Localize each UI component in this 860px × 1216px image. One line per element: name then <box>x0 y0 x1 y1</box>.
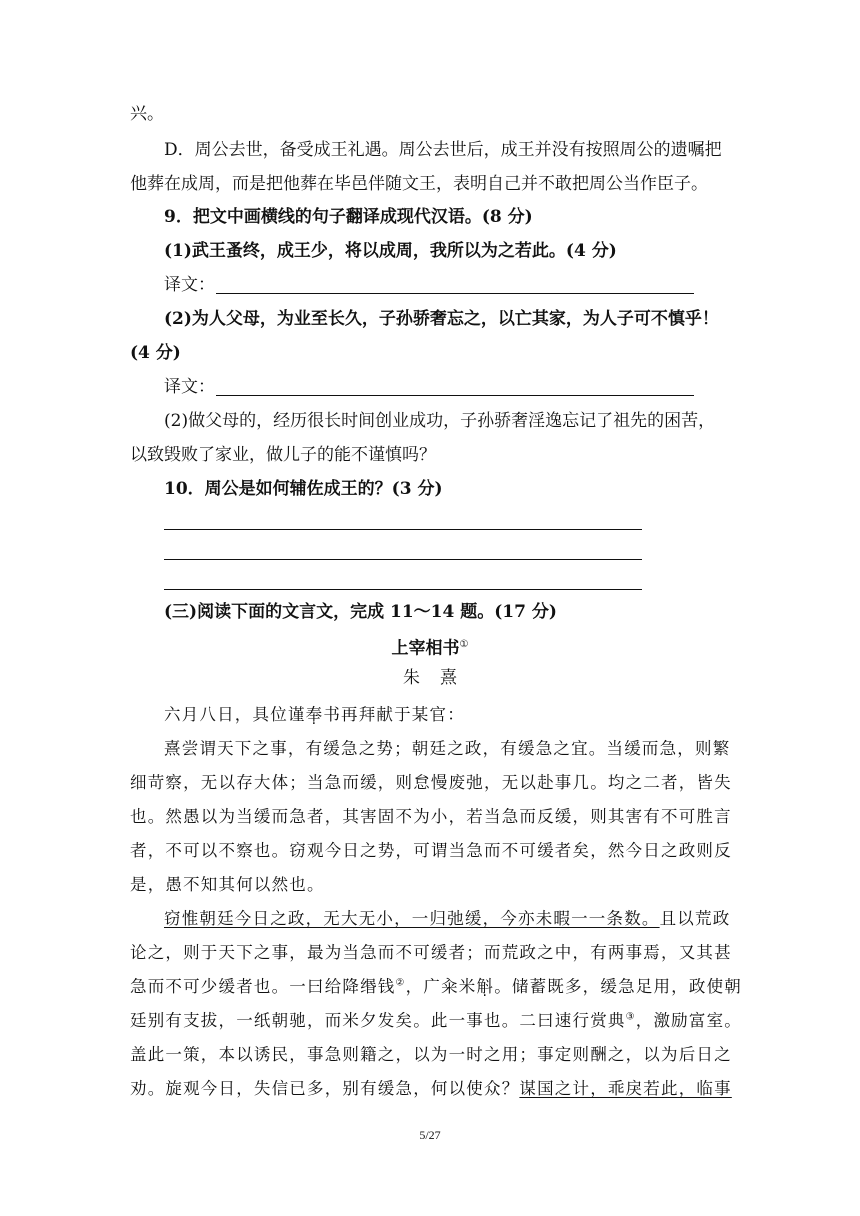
passage-line: 也。然愚以为当缓而急者，其害固不为小，若当急而反缓，则其害有不可胜言 <box>130 807 732 826</box>
footnote-marker: ① <box>459 639 469 650</box>
text-line: 兴。 <box>130 104 164 124</box>
question-10-stem: 10．周公是如何辅佐成王的？(3 分) <box>164 479 443 499</box>
passage-title <box>0 634 860 660</box>
passage-line: 熹尝谓天下之事，有缓急之势；朝廷之政，有缓急之宜。当缓而急，则繁 <box>164 739 731 758</box>
passage-title-text: 上宰相书 <box>391 638 460 659</box>
footnote-marker: ② <box>395 977 406 989</box>
question-9-stem: 9．把文中画横线的句子翻译成现代汉语。(8 分) <box>164 207 533 227</box>
option-d-line-1: D．周公去世，备受成王礼遇。周公去世后，成王并没有按照周公的遗嘱把 <box>164 140 722 160</box>
text-span: 劝。旋观今日，失信已多，别有缓急，何以使众？ <box>130 1079 520 1098</box>
translation-label-1: 译文： <box>164 275 215 295</box>
emphasized-char: 奉 <box>305 705 324 724</box>
question-9-sentence-2-line-1: (2)为人父母，为业至长久，子孙骄奢忘之，以亡其家，为人子可不慎乎！ <box>164 309 719 329</box>
answer-blank-line <box>216 395 694 396</box>
page-number: 5/27 <box>419 1128 441 1142</box>
answer-2-line-1: (2)做父母的，经历很长时间创业成功，子孙骄奢淫逸忘记了祖先的困苦， <box>164 411 716 431</box>
text-span: ，激励富室。 <box>635 1011 742 1030</box>
text-span: 书再拜献于某官： <box>323 705 465 724</box>
translation-label-2: 译文： <box>164 377 215 397</box>
passage-author: 朱熹 <box>403 668 477 688</box>
passage-line <box>130 1010 742 1032</box>
footnote-marker: ③ <box>625 1011 636 1023</box>
option-d-line-2: 他葬在成周，而是把他葬在毕邑伴随文王，表明自己并不敢把周公当作臣子。 <box>130 174 708 194</box>
passage-line <box>130 976 742 998</box>
passage-line: 细苛察，无以存大体；当急而缓，则怠慢废弛，无以赴事几。均之二者，皆失 <box>130 773 732 792</box>
underlined-sentence: 窃惟朝廷今日之政，无大无小，一归弛缓，今亦未暇一一条数。 <box>164 909 660 928</box>
emphasized-char: 斛 <box>476 977 495 996</box>
passage-line <box>164 704 730 726</box>
text-span: 急而不可少缓者也。一曰给降缗钱 <box>130 977 396 996</box>
text-span: 廷别有支拔，一纸朝驰，而米夕发矣。此一事也。二曰速行赏典 <box>130 1011 626 1030</box>
question-9-sentence-2-line-2: (4 分) <box>130 343 181 363</box>
text-span: 六月八日，具位谨 <box>164 705 306 724</box>
text-span: ，广籴米 <box>405 977 477 996</box>
passage-line: 是，愚不知其何以然也。 <box>130 875 325 894</box>
passage-line <box>130 1078 730 1100</box>
answer-blank-line <box>164 529 642 530</box>
passage-line <box>164 908 730 930</box>
text-span: 。储蓄既多，缓急足用，政使朝 <box>494 977 742 996</box>
passage-line: 者，不可以不察也。窃观今日之势，可谓当急而不可缓者矣，然今日之政则反 <box>130 841 732 860</box>
answer-blank-line <box>164 559 642 560</box>
question-9-sentence-1: (1)武王蚤终，成王少，将以成周，我所以为之若此。(4 分) <box>164 241 617 261</box>
section-3-heading: (三)阅读下面的文言文，完成 11～14 题。(17 分) <box>164 602 557 622</box>
answer-blank-line <box>216 293 694 294</box>
answer-2-line-2: 以致毁败了家业，做儿子的能不谨慎吗？ <box>130 445 436 465</box>
answer-blank-line <box>164 589 642 590</box>
underlined-sentence: 谋国之计，乖戾若此，临事 <box>519 1079 732 1098</box>
passage-line: 论之，则于天下之事，最为当急而不可缓者；而荒政之中，有两事焉，又其甚 <box>130 943 732 962</box>
text-span: 且以荒政 <box>659 909 731 928</box>
passage-line: 盖此一策，本以诱民，事急则籍之，以为一时之用；事定则酬之，以为后日之 <box>130 1045 732 1064</box>
